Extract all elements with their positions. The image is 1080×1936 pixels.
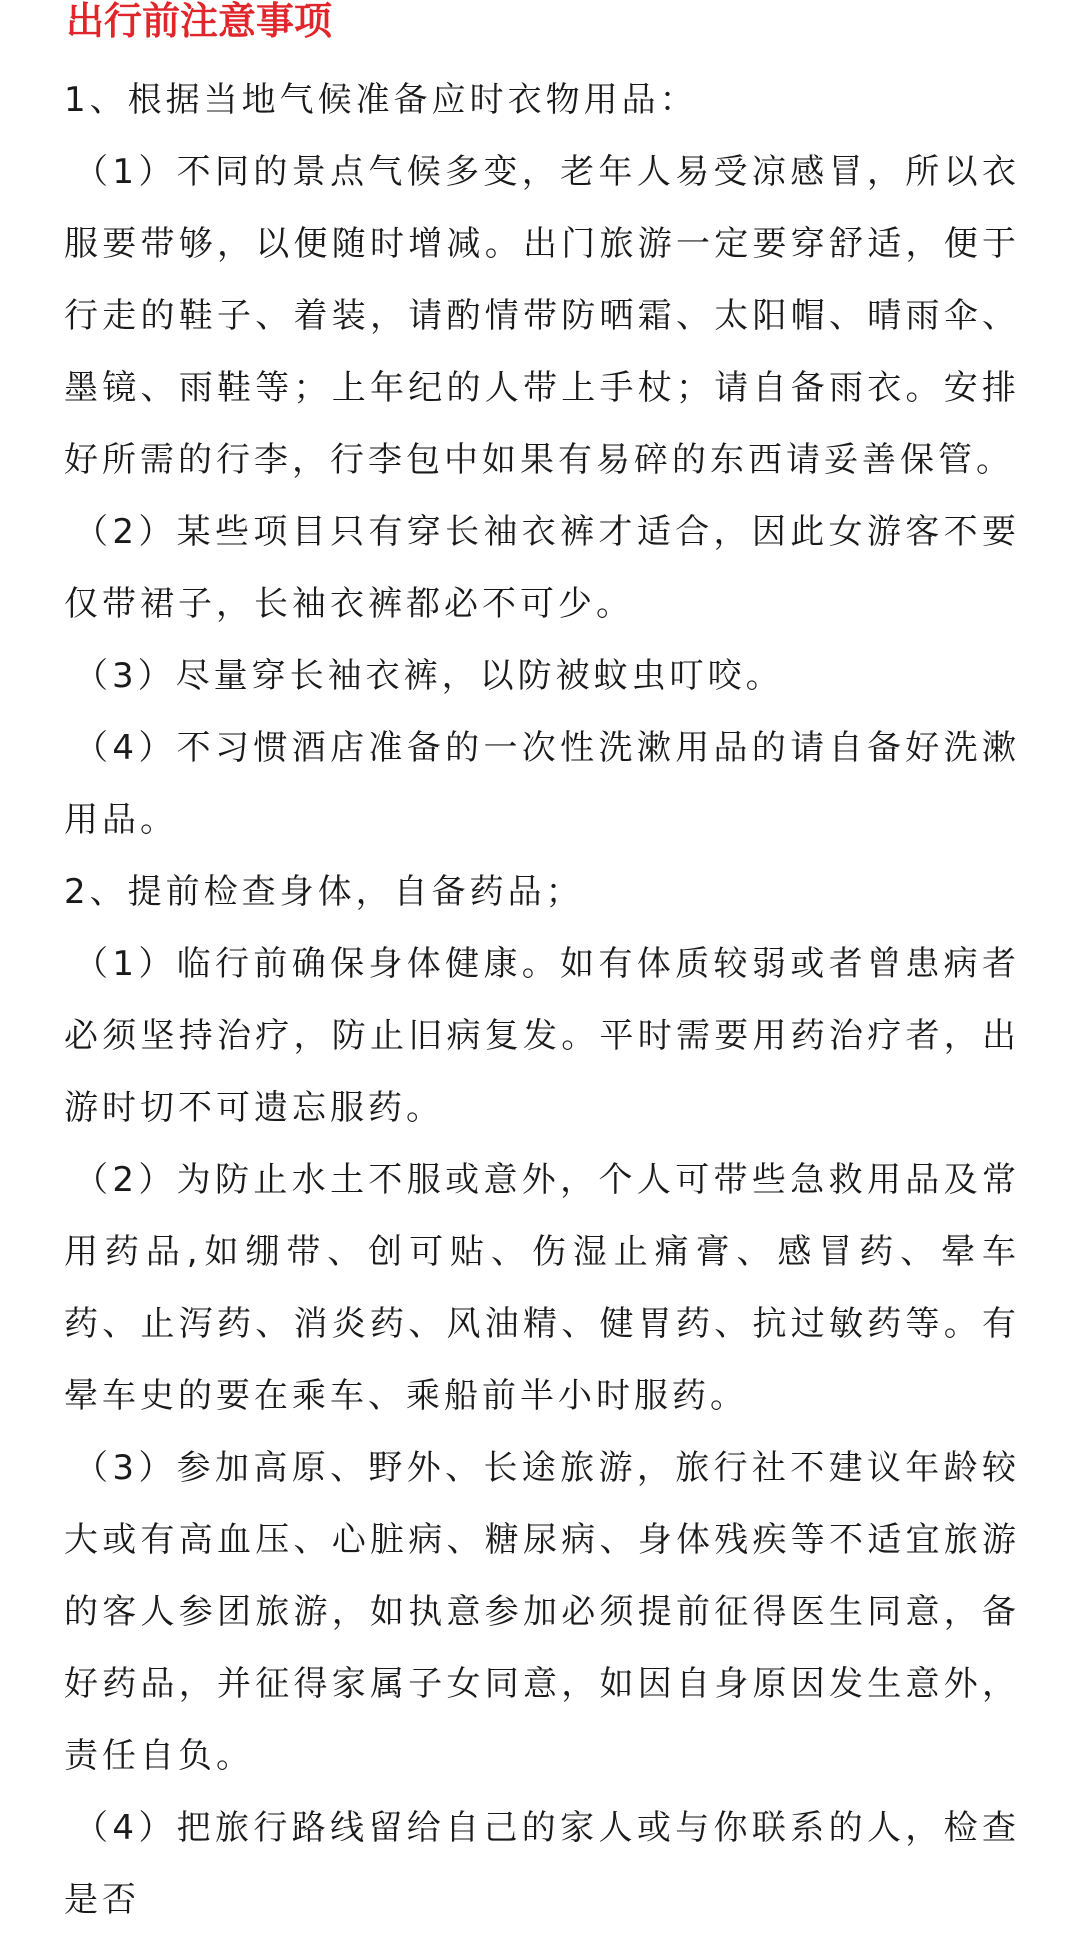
section-1-item-3: （3）尽量穿长袖衣裤，以防被蚊虫叮咬。 — [74, 656, 784, 696]
section-heading-1: 1、根据当地气候准备应时衣物用品： — [64, 80, 698, 120]
section-2-item-2: （2）为防止水土不服或意外，个人可带些急救用品及常用药品,如绷带、创可贴、伤湿止痛膏、感冒药、晕车药、止泻药、消炎药、风油精、健胃药、抗过敏药等。有晕车史的要在乘车、乘船前半小时服药。 — [64, 1160, 1020, 1416]
section-2-item-1: （1）临行前确保身体健康。如有体质较弱或者曾患病者必须坚持治疗，防止旧病复发。平时需要用药治疗者，出游时切不可遗忘服药。 — [64, 944, 1020, 1128]
section-1-item-2: （2）某些项目只有穿长袖衣裤才适合，因此女游客不要仅带裙子，长袖衣裤都必不可少。 — [64, 512, 1020, 624]
section-heading-2: 2、提前检查身体，自备药品； — [64, 872, 584, 912]
section-2-item-3: （3）参加高原、野外、长途旅游，旅行社不建议年龄较大或有高血压、心脏病、糖尿病、身体残疾等不适宜旅游的客人参团旅游，如执意参加必须提前征得医生同意，备好药品，并征得家属子女同意，如因自身原因发生意外，责任自负。 — [64, 1448, 1020, 1776]
article-body — [64, 64, 1020, 1936]
section-2-item-4: （4）把旅行路线留给自己的家人或与你联系的人，检查是否 — [64, 1808, 1020, 1920]
section-1-item-1: （1）不同的景点气候多变，老年人易受凉感冒，所以衣服要带够，以便随时增减。出门旅游一定要穿舒适，便于行走的鞋子、着装，请酌情带防晒霜、太阳帽、晴雨伞、墨镜、雨鞋等；上年纪的人带上手杖；请自备雨衣。安排好所需的行李，行李包中如果有易碎的东西请妥善保管。 — [64, 152, 1020, 480]
page-title: 出行前注意事项 — [66, 0, 333, 43]
section-1-item-4: （4）不习惯酒店准备的一次性洗漱用品的请自备好洗漱用品。 — [64, 728, 1020, 840]
